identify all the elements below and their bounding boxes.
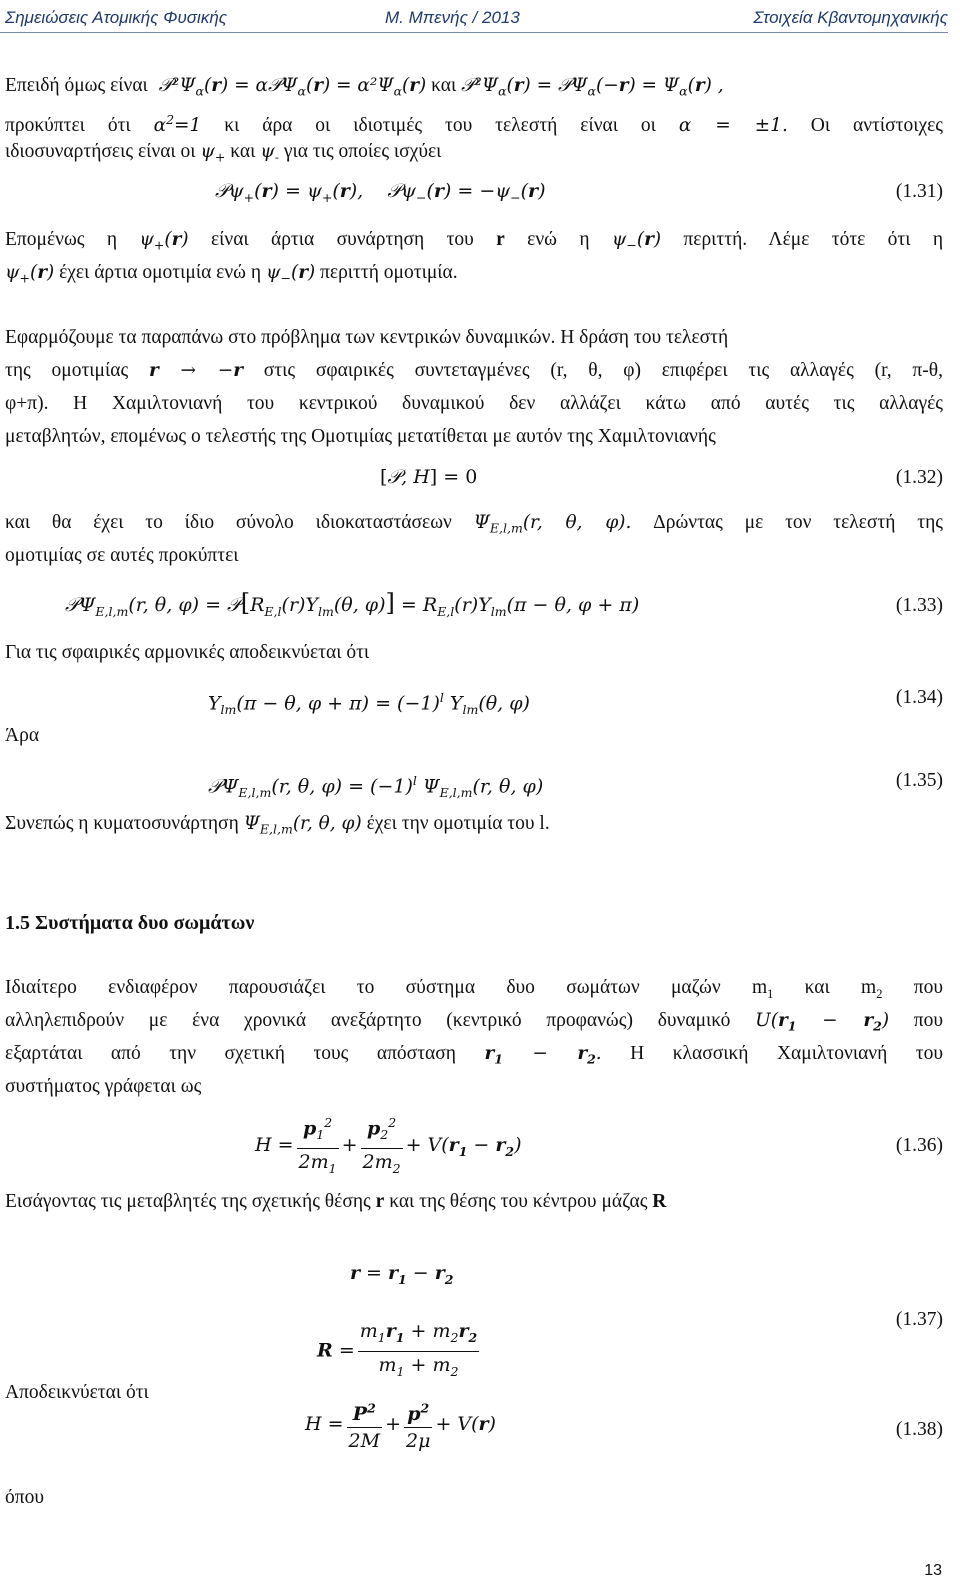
text-line: συστήματος γράφεται ως	[5, 1076, 202, 1097]
equation-number: (1.32)	[895, 467, 943, 488]
equation-number: (1.33)	[895, 595, 943, 616]
header-left[interactable]: Σημειώσεις Ατομικής Φυσικής	[5, 8, 228, 27]
text-line: αλληλεπιδρούν με ένα χρονικά ανεξάρτητο (κεντρικό προφανώς) δυναμικό $U(r_1 - r_2)$ που	[5, 1010, 943, 1034]
text-line: Επομένως η $\psi_+(r)$ είναι άρτια συνάρτηση του r ενώ η $\psi_-(r)$ περιττή. Λέμε τότε ότι η	[5, 229, 944, 253]
header-right[interactable]: Στοιχεία Κβαντομηχανικής	[753, 8, 948, 27]
equation-1-33: 𝒫Ψ$_{E,l,m}$(r, θ, $\varphi) = 𝒫[R_{E,l}(r)Y_{lm}(\theta$, $\varphi)] = R_{E,l}(r)Y_{lm}(\pi - \theta$, φ + π)	[65, 589, 640, 619]
text-line: φ+π). Η Χαμιλτονιανή του κεντρικού δυναμικού δεν αλλάζει κάτω από αυτές τις αλλαγές	[5, 393, 943, 414]
text-line: Για τις σφαιρικές αρμονικές αποδεικνύεται ότι	[5, 642, 370, 663]
header-center[interactable]: Μ. Μπενής / 2013	[385, 8, 520, 27]
text-line: Άρα	[5, 725, 40, 746]
text-line: μεταβλητών, επομένως ο τελεστής της Ομοτιμίας μετατίθεται με αυτόν της Χαμιλτονιανής	[5, 426, 716, 447]
text-line: όπου	[5, 1487, 44, 1508]
equation-1-32: [𝒫, H] = 0	[380, 466, 478, 488]
text-line: της ομοτιμίας r → −r στις σφαιρικές συντεταγμένες (r, θ, φ) επιφέρει τις αλλαγές (r, π-θ,	[5, 360, 943, 381]
text-line: και θα έχει το ίδιο σύνολο ιδιοκαταστάσεων $\Psi_{E,l,m}(r$, θ, φ). Δρώντας με τον τελεστή της	[5, 512, 944, 536]
text-line: Εισάγοντας τις μεταβλητές της σχετικής θέσης r και της θέσης του κέντρου μάζας R	[5, 1191, 667, 1212]
equation-number: (1.35)	[895, 770, 943, 791]
text-line: Συνεπώς η κυματοσυνάρτηση $\Psi_{E,l,m}(r$, θ, φ) έχει την ομοτιμία του l.	[5, 813, 550, 837]
text-line: Επειδή όμως είναι $𝒫^2\Psi_\alpha(r)$ = α𝒫Ψ$_\alpha$(r) = $\alpha^2\Psi_\alpha(r)$ και $𝒫^2\Psi_\alpha(r)$ = 𝒫Ψ$_\alpha$(−r) = $\Psi_\alpha(r)$ ,	[5, 75, 724, 99]
text-line: ιδιοσυναρτήσεις είναι οι $\psi_+$ και $\psi_-$ για τις οποίες ισχύει	[5, 141, 442, 165]
math-inline: $𝒫^2\Psi_\alpha(r)$ = α𝒫Ψ$_\alpha$(r) = $\alpha^2\Psi_\alpha(r)$	[152, 75, 427, 99]
equation-number: (1.37)	[895, 1309, 943, 1330]
text-line: Εφαρμόζουμε τα παραπάνω στο πρόβλημα των κεντρικών δυναμικών. Η δράση του τελεστή	[5, 327, 729, 348]
running-header	[0, 8, 948, 34]
header-rule	[0, 32, 948, 33]
text-line: Ιδιαίτερο ενδιαφέρον παρουσιάζει το σύστημα δυο σωμάτων μαζών $m_1$ και $m_2$ που	[5, 977, 943, 1001]
equation-number: (1.31)	[895, 181, 943, 202]
equation-1-31: 𝒫ψ$_+$(r) = $\psi_+(r)$, 𝒫ψ$_-$(r) = $-\psi_-(r)$	[215, 180, 546, 205]
equation-number: (1.36)	[895, 1135, 943, 1156]
text-line: εξαρτάται από την σχετική τους απόσταση $r_1 - r_2$. Η κλασσική Χαμιλτονιανή του	[5, 1043, 944, 1067]
equation-1-37a: $r = r_1 - r_2$	[350, 1262, 454, 1287]
equation-1-38: H = $\frac{P^2}{2M}$ + $\frac{p^2}{2\mu}$ + V(r)	[305, 1396, 496, 1454]
text-line: προκύπτει ότι $\alpha^2=1$ κι άρα οι ιδιοτιμές του τελεστή είναι οι α = ±1. Οι αντίστοιχες	[5, 112, 944, 137]
text-line: Αποδεικνύεται ότι	[5, 1382, 149, 1403]
equation-number: (1.38)	[895, 1419, 943, 1440]
text-line: $\psi_+(r)$ έχει άρτια ομοτιμία ενώ η $\psi_-(r)$ περιττή ομοτιμία.	[5, 262, 458, 286]
equation-1-37b: R = $\frac{m_1r_1 + m_2r_2}{m_1 + m_2}$	[317, 1320, 478, 1379]
equation-1-35: 𝒫Ψ$_{E,l,m}$(r, θ, $\varphi) = (-1)^l$ $\Psi_{E,l,m}(r$, θ, φ)	[208, 773, 544, 801]
section-heading: 1.5 Συστήματα δυο σωμάτων	[5, 912, 255, 934]
equation-1-34: $Y_{lm}(\pi - \theta$, $\varphi + \pi) = (-1)^l$ $Y_{lm}(\theta$, φ)	[208, 690, 530, 718]
page-number: 13	[924, 1562, 942, 1579]
math-inline: $𝒫^2\Psi_\alpha(r)$ = 𝒫Ψ$_\alpha$(−r) = $\Psi_\alpha(r)$ ,	[461, 75, 724, 99]
text-line: ομοτιμίας σε αυτές προκύπτει	[5, 545, 239, 566]
equation-number: (1.34)	[895, 687, 943, 708]
equation-1-36: H = $\frac{p_1^2}{2m_1}$ + $\frac{p_2^2}{2m_2}$ + $V(r_1 - r_2)$	[255, 1110, 522, 1182]
